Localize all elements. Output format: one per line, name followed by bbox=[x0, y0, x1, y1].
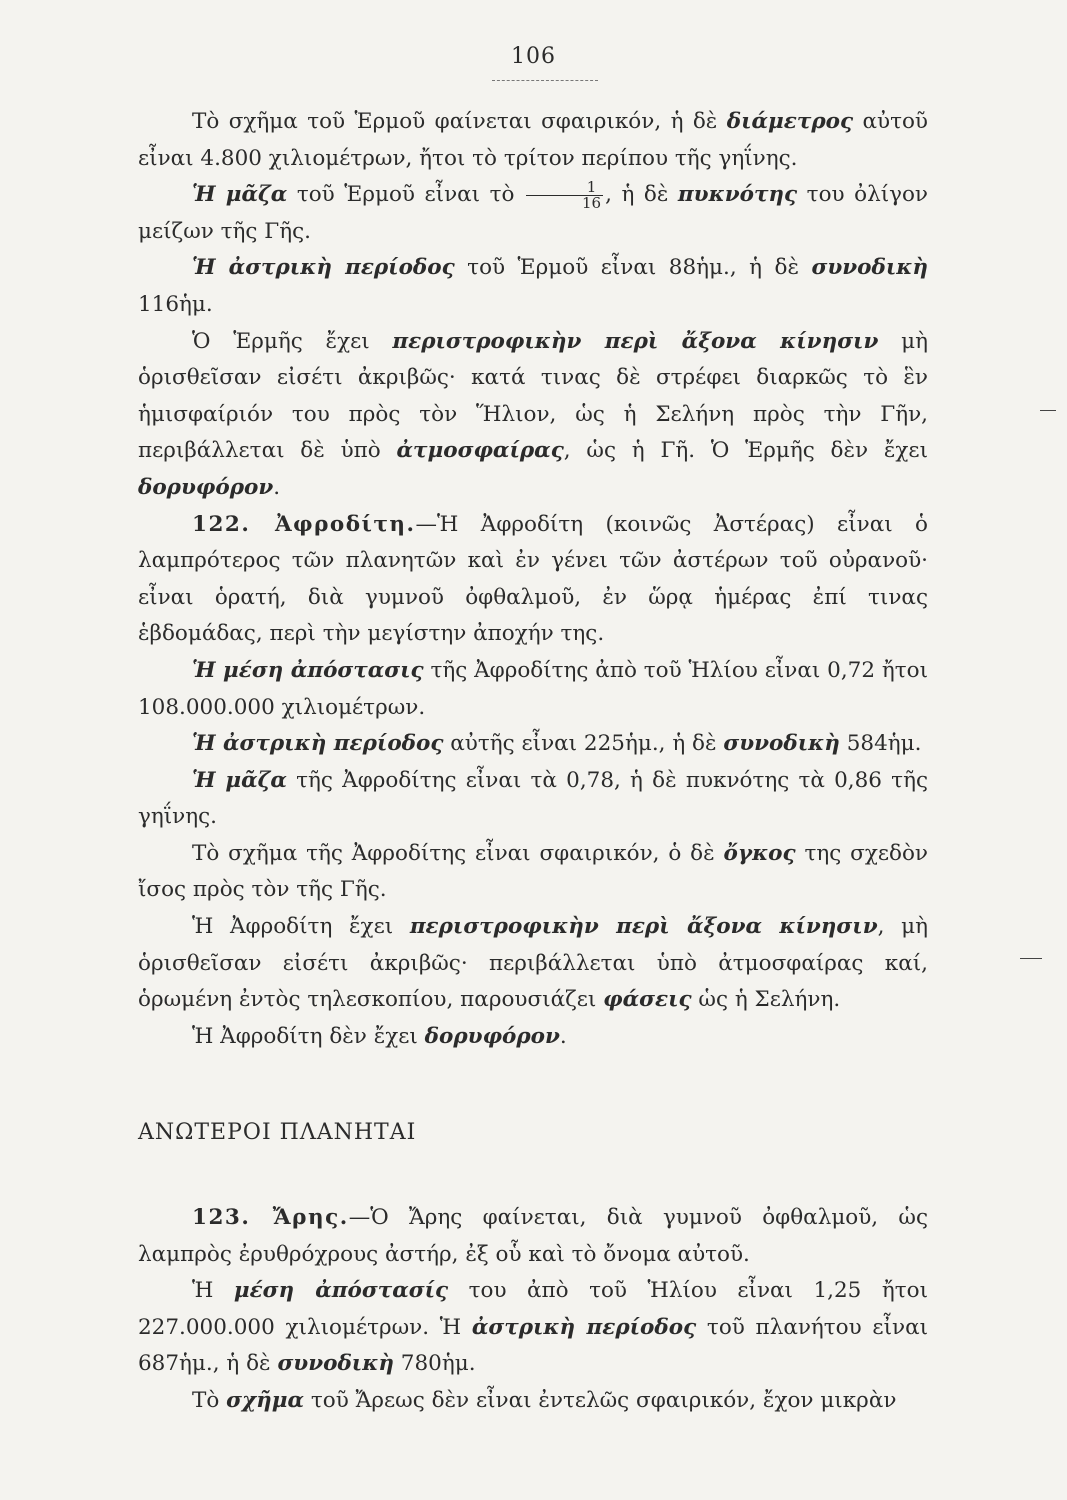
text-run: , ὡς ἡ Γῆ. Ὁ Ἑρμῆς δὲν ἔχει bbox=[563, 438, 929, 464]
fraction-numerator: 1 bbox=[526, 180, 603, 196]
emphasis: δορυφόρον bbox=[138, 474, 274, 500]
paragraph-mercury-shape bbox=[138, 104, 928, 177]
paragraph-venus-period bbox=[138, 726, 928, 763]
text-run: τῆς Ἀφροδίτης ἀπὸ τοῦ Ἡλίου εἶναι 0,72 ἤτοι 108.000.000 χιλιομέτρων. bbox=[138, 657, 928, 720]
text-run: Τὸ σχῆμα τῆς Ἀφροδίτης εἶναι σφαιρικόν, ὁ δὲ bbox=[192, 840, 724, 866]
text-run: Ἡ bbox=[192, 1278, 234, 1304]
text-run: . bbox=[559, 1023, 567, 1049]
page-number-rule bbox=[492, 80, 598, 81]
text-run: τοῦ Ἄρεως δὲν εἶναι ἐντελῶς σφαιρικόν, ἔχον μικρὰν bbox=[304, 1388, 897, 1413]
emphasis: Ἡ μᾶζα bbox=[192, 767, 287, 793]
emphasis: μέση ἀπόστασίς bbox=[233, 1278, 449, 1304]
page-number: 106 bbox=[511, 44, 556, 69]
text-run: —Ὁ Ἄρης φαίνεται, διὰ γυμνοῦ ὀφθαλμοῦ, ὡς λαμπρὸς ἐρυθρόχρους ἀστήρ, ἐξ οὗ καὶ τὸ ὄνομα αὐτοῦ. bbox=[138, 1205, 928, 1267]
emphasis: συνοδικὴ bbox=[723, 731, 840, 757]
emphasis: δορυφόρον bbox=[424, 1023, 560, 1049]
emphasis: περιστροφικὴν περὶ ἄξονα κίνησιν bbox=[392, 328, 879, 354]
text-run: μὴ ὁρισθεῖσαν εἰσέτι ἀκριβῶς· κατά τινας δὲ στρέφει διαρκῶς τὸ ἓν ἡμισφαίριόν του πρὸς τὸν Ἥλιον, ὡς ἡ Σελήνη πρὸς τὴν Γῆν, περιβάλλεται δὲ ὑπὸ bbox=[138, 328, 928, 464]
fraction bbox=[526, 177, 603, 212]
paragraph-venus-intro bbox=[138, 507, 928, 653]
emphasis: φάσεις bbox=[603, 987, 692, 1013]
text-run: του ὀλίγον μείζων τῆς Γῆς. bbox=[138, 182, 928, 244]
paragraph-venus-distance bbox=[138, 653, 928, 726]
chapter-heading-superior-planets: ΑΝΩΤΕΡΟΙ ΠΛΑΝΗΤΑΙ bbox=[138, 1120, 417, 1146]
emphasis: ἀστρικὴ περίοδος bbox=[471, 1314, 697, 1340]
emphasis: Ἡ ἀστρικὴ περίοδος bbox=[192, 255, 455, 281]
margin-mark bbox=[1020, 958, 1042, 959]
paragraph-venus-satellite bbox=[138, 1019, 928, 1056]
text-run: 780ἡμ. bbox=[393, 1351, 476, 1377]
paragraph-mars-distance bbox=[138, 1273, 928, 1383]
paragraph-mars-shape bbox=[138, 1383, 928, 1420]
emphasis: ἀτμοσφαίρας bbox=[396, 438, 564, 464]
paragraph-venus-mass bbox=[138, 763, 928, 836]
emphasis: Ἡ ἀστρικὴ περίοδος bbox=[192, 731, 444, 757]
text-run: τοῦ πλανήτου εἶναι 687ἡμ., ἡ δὲ bbox=[138, 1314, 929, 1377]
text-run: , μὴ ὁρισθεῖσαν εἰσέτι ἀκριβῶς· περιβάλλεται ὑπὸ ἀτμοσφαίρας καί, ὁρωμένη ἐντὸς τηλεσκοπίου, παρουσιάζει bbox=[138, 914, 928, 1013]
paragraph-mercury-mass bbox=[138, 177, 928, 250]
text-run: Ἡ Ἀφροδίτη ἔχει bbox=[192, 914, 410, 940]
text-run: Ὁ Ἑρμῆς ἔχει bbox=[192, 328, 393, 354]
emphasis: πυκνότης bbox=[677, 182, 798, 208]
emphasis: συνοδικὴ bbox=[811, 255, 928, 281]
emphasis: σχῆμα bbox=[226, 1388, 305, 1413]
text-run: Τὸ σχῆμα τοῦ Ἑρμοῦ φαίνεται σφαιρικόν, ἡ δὲ bbox=[192, 109, 727, 134]
paragraph-venus-rotation bbox=[138, 909, 928, 1019]
emphasis: ὄγκος bbox=[723, 840, 796, 866]
emphasis: Ἡ μέση ἀπόστασις bbox=[192, 657, 424, 683]
text-run: , ἡ δὲ bbox=[605, 182, 678, 208]
emphasis: περιστροφικὴν περὶ ἄξονα κίνησιν bbox=[409, 914, 878, 940]
emphasis: διάμετρος bbox=[726, 109, 854, 134]
text-run: της σχεδὸν ἴσος πρὸς τὸν τῆς Γῆς. bbox=[138, 840, 928, 903]
section-heading-mars: 123. Ἄρης. bbox=[192, 1205, 349, 1231]
margin-mark bbox=[1040, 410, 1056, 411]
text-run: τοῦ Ἑρμοῦ εἶναι τὸ bbox=[287, 182, 525, 208]
text-run: του ἀπὸ τοῦ Ἡλίου εἶναι 1,25 ἤτοι 227.000.000 χιλιομέτρων. Ἡ bbox=[138, 1278, 928, 1340]
section-heading-venus: 122. Ἀφροδίτη. bbox=[192, 511, 416, 537]
text-block bbox=[138, 104, 928, 1420]
paragraph-mars-intro bbox=[138, 1200, 928, 1273]
paragraph-mercury-period bbox=[138, 250, 928, 323]
text-run: . bbox=[273, 474, 281, 500]
text-run: ὡς ἡ Σελήνη. bbox=[691, 987, 841, 1013]
emphasis: συνοδικὴ bbox=[277, 1351, 394, 1377]
emphasis: Ἡ μᾶζα bbox=[192, 182, 288, 208]
text-run: τῆς Ἀφροδίτης εἶναι τὰ 0,78, ἡ δὲ πυκνότης τὰ 0,86 τῆς γηΐνης. bbox=[138, 767, 928, 830]
text-run: αὐτοῦ εἶναι 4.800 χιλιομέτρων, ἤτοι τὸ τρίτον περίπου τῆς γηΐνης. bbox=[138, 109, 928, 171]
text-run: τοῦ Ἑρμοῦ εἶναι 88ἡμ., ἡ δὲ bbox=[454, 255, 812, 281]
paragraph-venus-shape bbox=[138, 836, 928, 909]
text-run: 584ἡμ. bbox=[839, 731, 922, 757]
text-run: 116ἡμ. bbox=[138, 291, 213, 317]
text-run: Τὸ bbox=[192, 1388, 227, 1413]
text-run: Ἡ Ἀφροδίτη δὲν ἔχει bbox=[192, 1023, 425, 1049]
text-run: αὐτῆς εἶναι 225ἡμ., ἡ δὲ bbox=[443, 731, 724, 757]
paragraph-mercury-rotation bbox=[138, 324, 928, 507]
fraction-denominator: 16 bbox=[582, 193, 602, 212]
text-run: —Ἡ Ἀφροδίτη (κοινῶς Ἀστέρας) εἶναι ὁ λαμπρότερος τῶν πλανητῶν καὶ ἐν γένει τῶν ἀστέρων τοῦ οὐρανοῦ· εἶναι ὁρατή, διὰ γυμνοῦ ὀφθαλμοῦ, ἐν ὥρᾳ ἡμέρας ἐπί τινας ἑβδομάδας, περὶ τὴν μεγίστην ἀποχήν της. bbox=[138, 511, 929, 647]
